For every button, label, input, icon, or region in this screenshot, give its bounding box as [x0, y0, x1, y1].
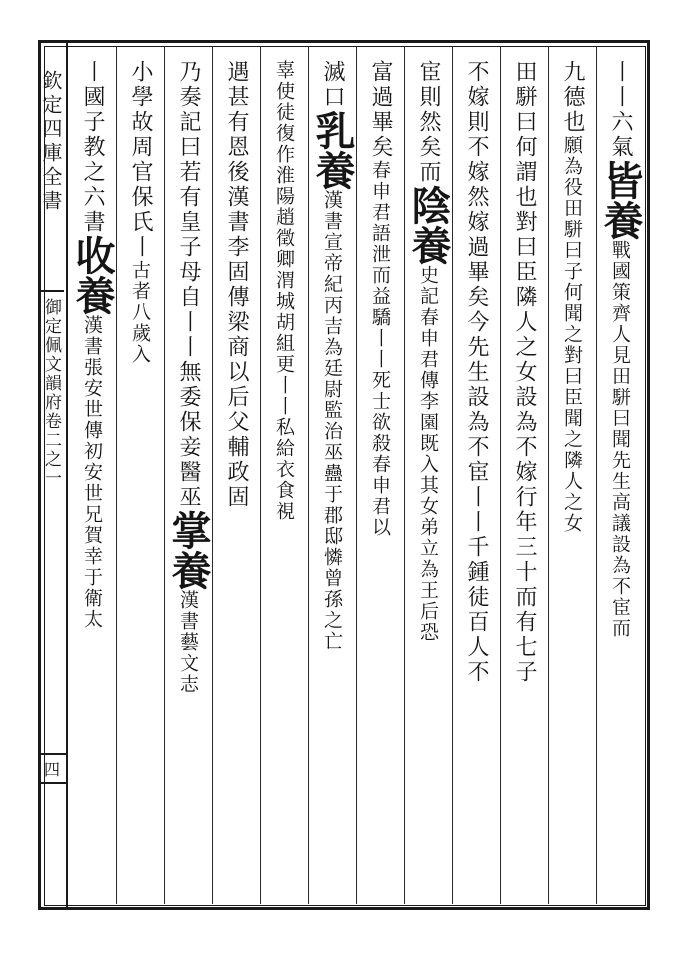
column-text: 不嫁則不嫁然嫁過畢矣今先生設為不宦丨丨千鍾徒百人不 — [464, 60, 489, 685]
text-column — [452, 46, 500, 904]
column-text: 丨丨六氣 — [608, 60, 633, 160]
page-number: 四 — [38, 753, 66, 784]
text-column — [260, 46, 308, 904]
text-column — [68, 46, 116, 904]
headword: 掌養 — [165, 510, 212, 590]
text-column — [164, 46, 212, 904]
book-title: 欽定四庫全書 — [39, 70, 63, 214]
column-annotation: 史記春申君傳李園既入其女弟立為王后恐 — [417, 265, 439, 643]
text-column — [500, 46, 548, 904]
text-column — [596, 46, 644, 904]
text-column — [548, 46, 596, 904]
text-column — [212, 46, 260, 904]
column-text: 丨國子教之六書 — [80, 60, 105, 235]
column-annotation: 漢書張安世傳初安世兄賀幸于衛太 — [81, 315, 103, 630]
column-text: 宦則然矣而 — [416, 60, 441, 185]
text-columns — [68, 46, 644, 904]
column-annotation: 願為役田駢曰子何聞之對曰臣聞之隣人之女 — [561, 135, 583, 534]
headword: 乳養 — [309, 110, 356, 190]
volume-title: 御定佩文韻府卷二之一 — [38, 290, 64, 488]
column-annotation: 辜使徒復作淮陽趙徵卿渭城胡組更丨丨私給衣食視 — [273, 60, 295, 522]
column-annotation: 漢書藝文志 — [177, 590, 199, 695]
column-text: 富過畢矣 — [368, 60, 393, 160]
column-annotation: 戰國策齊人見田駢曰聞先生高議設為不宦而 — [609, 240, 631, 639]
text-column — [116, 46, 164, 904]
column-text: 遇甚有恩後漢書李固傳梁商以后父輔政固 — [224, 60, 249, 510]
text-column — [308, 46, 356, 904]
column-annotation: 春申君語泄而益驕丨丨死士欲殺春申君以 — [369, 160, 391, 538]
column-text: 小學故周官保氏丨 — [128, 60, 153, 260]
column-text: 滅口 — [320, 60, 345, 110]
column-text: 乃奏記曰若有皇子母自丨丨無委保妾醫巫 — [176, 60, 201, 510]
text-column — [356, 46, 404, 904]
headword: 陰養 — [405, 185, 452, 265]
column-annotation: 古者八歲入 — [129, 260, 151, 365]
column-text: 田駢曰何謂也對曰臣隣人之女設為不嫁行年三十而有七子 — [512, 60, 537, 685]
column-text: 九德也 — [560, 60, 585, 135]
text-column — [404, 46, 452, 904]
column-annotation: 漢書宣帝紀丙吉為廷尉監治巫蠱于郡邸憐曾孫之亡 — [321, 190, 343, 652]
headword: 收養 — [69, 235, 116, 315]
headword: 皆養 — [597, 160, 644, 240]
